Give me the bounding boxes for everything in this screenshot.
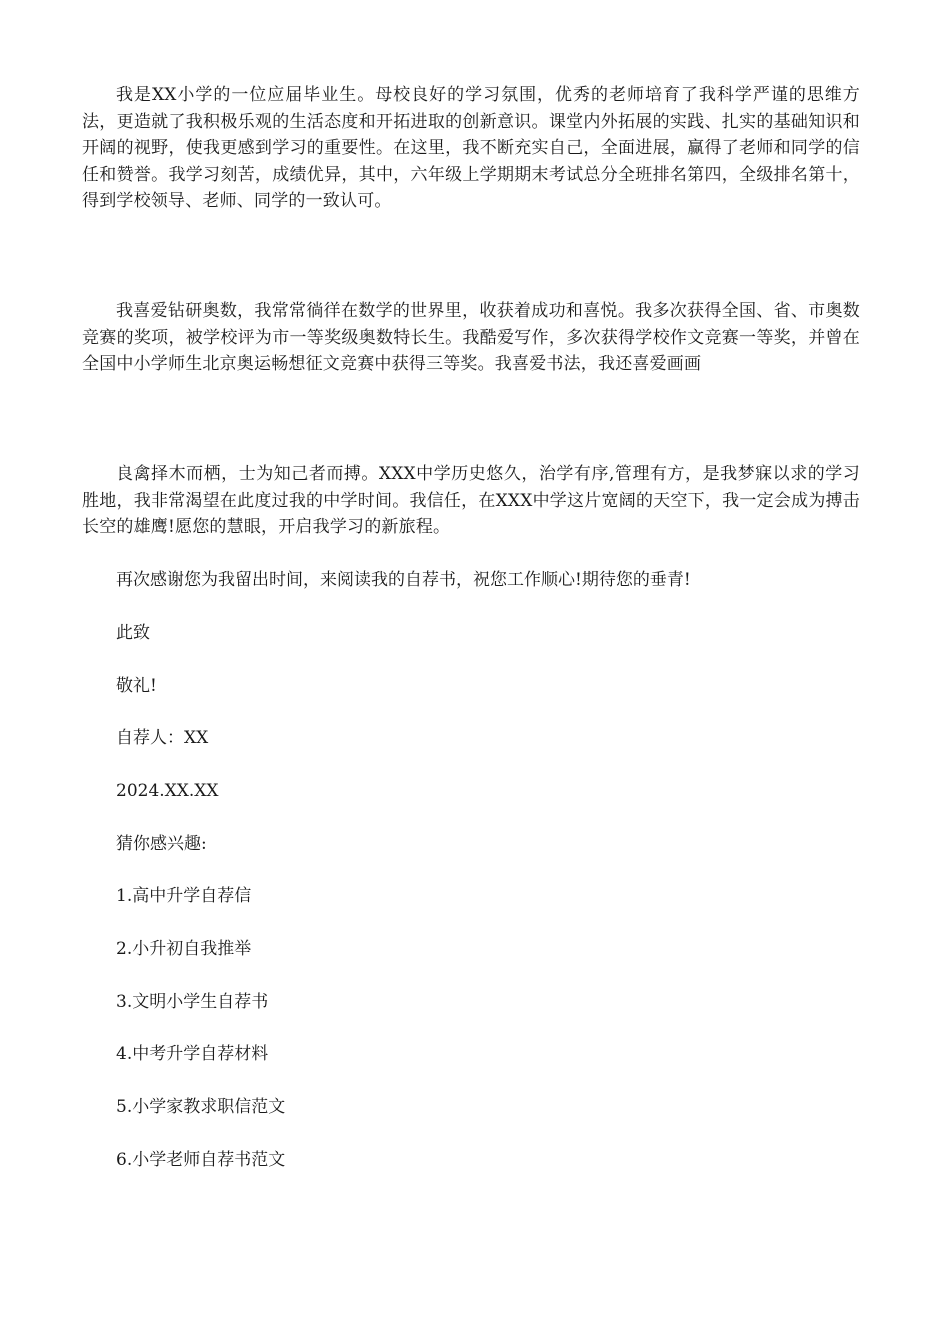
- related-link[interactable]: 3.文明小学生自荐书: [116, 992, 269, 1012]
- closing-regards: 敬礼!: [116, 676, 157, 696]
- related-link[interactable]: 1.高中升学自荐信: [116, 886, 252, 906]
- letter-paragraph-1: 我是XX小学的一位应届毕业生。母校良好的学习氛围，优秀的老师培育了我科学严谨的思维方法，更造就了我积极乐观的生活态度和开拓进取的创新意识。课堂内外拓展的实践、扎实的基础知识和开阔的视野，使我更感到学习的重要性。在这里，我不断充实自己，全面进展，赢得了老师和同学的信任和赞誉。我学习刻苦，成绩优异，其中，六年级上学期期末考试总分全班排名第四，全级排名第十，得到学校领导、老师、同学的一致认可。: [82, 85, 860, 211]
- closing-salutation: 此致: [116, 623, 150, 643]
- related-link[interactable]: 2.小升初自我推举: [116, 939, 252, 959]
- date: 2024.XX.XX: [116, 781, 219, 801]
- letter-paragraph-4: 再次感谢您为我留出时间，来阅读我的自荐书，祝您工作顺心!期待您的垂青!: [116, 570, 691, 590]
- signature: 自荐人：XX: [116, 728, 209, 748]
- related-heading: 猜你感兴趣:: [116, 834, 207, 854]
- related-link[interactable]: 5.小学家教求职信范文: [116, 1097, 286, 1117]
- letter-paragraph-3: 良禽择木而栖，士为知己者而搏。XXX中学历史悠久，治学有序,管理有方，是我梦寐以求的学习胜地，我非常渴望在此度过我的中学时间。我信任，在XXX中学这片宽阔的天空下，我一定会成为搏击长空的雄鹰!愿您的慧眼，开启我学习的新旅程。: [82, 464, 860, 537]
- related-link[interactable]: 6.小学老师自荐书范文: [116, 1150, 286, 1170]
- related-link[interactable]: 4.中考升学自荐材料: [116, 1044, 269, 1064]
- letter-paragraph-2: 我喜爱钻研奥数，我常常徜徉在数学的世界里，收获着成功和喜悦。我多次获得全国、省、市奥数竞赛的奖项，被学校评为市一等奖级奥数特长生。我酷爱写作，多次获得学校作文竞赛一等奖，并曾在全国中小学师生北京奥运畅想征文竞赛中获得三等奖。我喜爱书法，我还喜爱画画: [82, 301, 860, 374]
